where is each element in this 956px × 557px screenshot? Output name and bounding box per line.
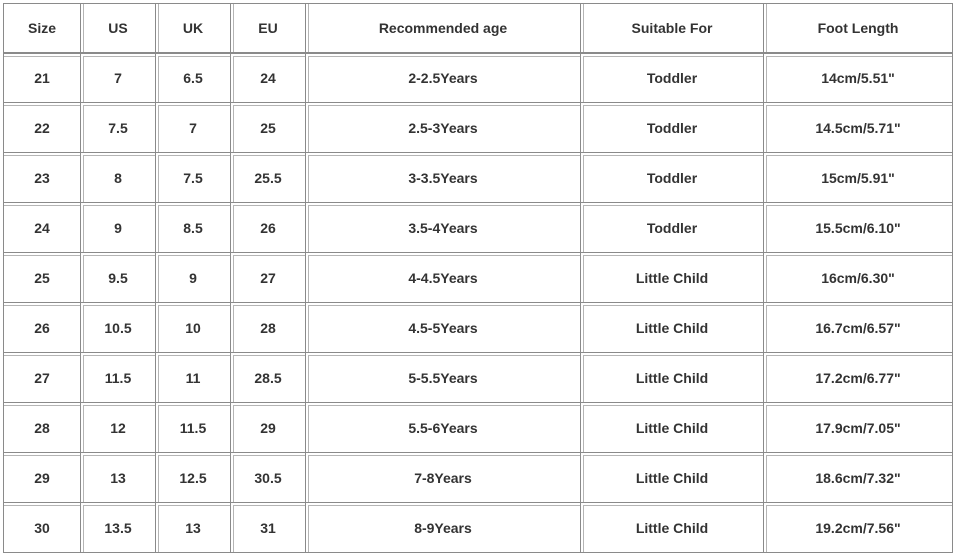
cell-suitable-for: Toddler [581, 103, 764, 153]
cell-suitable-for: Little Child [581, 453, 764, 503]
cell-size: 24 [3, 203, 81, 253]
cell-foot-length: 16cm/6.30" [764, 253, 953, 303]
cell-foot-length: 17.9cm/7.05" [764, 403, 953, 453]
cell-foot-length: 19.2cm/7.56" [764, 503, 953, 553]
cell-uk: 9 [156, 253, 231, 303]
header-suitable-for: Suitable For [581, 3, 764, 53]
cell-recommended-age: 3-3.5Years [306, 153, 581, 203]
cell-uk: 8.5 [156, 203, 231, 253]
table-row [3, 303, 953, 353]
cell-eu: 26 [231, 203, 306, 253]
header-eu: EU [231, 3, 306, 53]
cell-eu: 29 [231, 403, 306, 453]
cell-foot-length: 14cm/5.51" [764, 53, 953, 103]
cell-size: 30 [3, 503, 81, 553]
table-row [3, 353, 953, 403]
cell-size: 28 [3, 403, 81, 453]
cell-recommended-age: 8-9Years [306, 503, 581, 553]
header-size: Size [3, 3, 81, 53]
cell-size: 26 [3, 303, 81, 353]
cell-recommended-age: 3.5-4Years [306, 203, 581, 253]
cell-uk: 6.5 [156, 53, 231, 103]
cell-suitable-for: Little Child [581, 503, 764, 553]
cell-recommended-age: 4.5-5Years [306, 303, 581, 353]
table-row [3, 253, 953, 303]
table-row [3, 203, 953, 253]
cell-recommended-age: 5.5-6Years [306, 403, 581, 453]
cell-eu: 28.5 [231, 353, 306, 403]
cell-uk: 12.5 [156, 453, 231, 503]
cell-eu: 25 [231, 103, 306, 153]
cell-us: 13 [81, 453, 156, 503]
cell-us: 11.5 [81, 353, 156, 403]
header-foot-length: Foot Length [764, 3, 953, 53]
cell-us: 7 [81, 53, 156, 103]
cell-uk: 11 [156, 353, 231, 403]
cell-suitable-for: Little Child [581, 353, 764, 403]
cell-recommended-age: 2-2.5Years [306, 53, 581, 103]
cell-foot-length: 17.2cm/6.77" [764, 353, 953, 403]
cell-us: 8 [81, 153, 156, 203]
cell-foot-length: 18.6cm/7.32" [764, 453, 953, 503]
cell-suitable-for: Little Child [581, 253, 764, 303]
cell-suitable-for: Toddler [581, 153, 764, 203]
cell-uk: 7.5 [156, 153, 231, 203]
table-row [3, 53, 953, 103]
cell-suitable-for: Little Child [581, 303, 764, 353]
cell-eu: 27 [231, 253, 306, 303]
cell-us: 12 [81, 403, 156, 453]
cell-uk: 10 [156, 303, 231, 353]
cell-eu: 25.5 [231, 153, 306, 203]
cell-us: 9.5 [81, 253, 156, 303]
cell-size: 27 [3, 353, 81, 403]
cell-eu: 31 [231, 503, 306, 553]
table-row [3, 503, 953, 553]
cell-eu: 28 [231, 303, 306, 353]
table-row [3, 153, 953, 203]
cell-size: 25 [3, 253, 81, 303]
table-row [3, 103, 953, 153]
cell-recommended-age: 2.5-3Years [306, 103, 581, 153]
cell-us: 13.5 [81, 503, 156, 553]
table-row [3, 453, 953, 503]
cell-foot-length: 15cm/5.91" [764, 153, 953, 203]
cell-size: 23 [3, 153, 81, 203]
cell-eu: 30.5 [231, 453, 306, 503]
cell-uk: 11.5 [156, 403, 231, 453]
cell-foot-length: 15.5cm/6.10" [764, 203, 953, 253]
cell-us: 9 [81, 203, 156, 253]
header-row [3, 3, 953, 53]
cell-uk: 7 [156, 103, 231, 153]
cell-eu: 24 [231, 53, 306, 103]
cell-foot-length: 14.5cm/5.71" [764, 103, 953, 153]
header-recommended-age: Recommended age [306, 3, 581, 53]
cell-uk: 13 [156, 503, 231, 553]
cell-suitable-for: Little Child [581, 403, 764, 453]
cell-recommended-age: 4-4.5Years [306, 253, 581, 303]
cell-foot-length: 16.7cm/6.57" [764, 303, 953, 353]
cell-size: 22 [3, 103, 81, 153]
table-row [3, 403, 953, 453]
cell-size: 29 [3, 453, 81, 503]
cell-size: 21 [3, 53, 81, 103]
cell-us: 7.5 [81, 103, 156, 153]
cell-suitable-for: Toddler [581, 203, 764, 253]
cell-recommended-age: 7-8Years [306, 453, 581, 503]
cell-recommended-age: 5-5.5Years [306, 353, 581, 403]
cell-us: 10.5 [81, 303, 156, 353]
header-us: US [81, 3, 156, 53]
header-uk: UK [156, 3, 231, 53]
size-chart-table [3, 3, 953, 553]
cell-suitable-for: Toddler [581, 53, 764, 103]
